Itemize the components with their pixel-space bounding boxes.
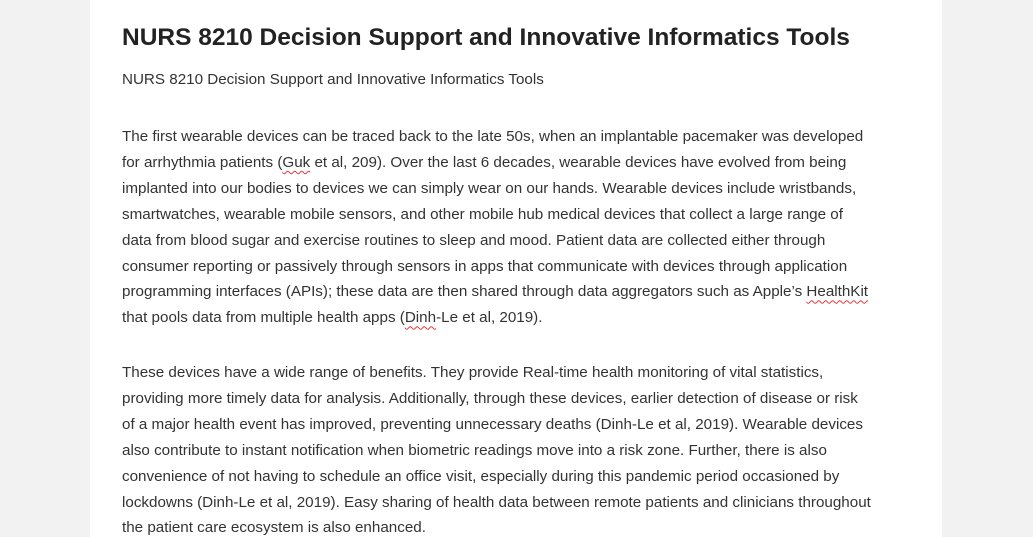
article-card (90, 0, 942, 537)
text-segment: -Le et al, 2019). (436, 309, 543, 327)
spellcheck-word[interactable]: Dinh (404, 309, 437, 327)
paragraph-line: convenience of not having to schedule an office visit, especially during this pandemic period occasioned by (122, 467, 840, 485)
spellcheck-word[interactable]: HealthKit (806, 283, 869, 301)
paragraph-line: The first wearable devices can be traced back to the late 50s, when an implantable pacemaker was developed (122, 128, 864, 145)
paragraph-line (122, 150, 917, 176)
spellcheck-word[interactable]: Guk (282, 153, 311, 171)
paragraph-line (122, 305, 917, 331)
page-title: NURS 8210 Decision Support and Innovative Informatics Tools (122, 24, 850, 51)
paragraph-1 (122, 124, 917, 331)
paragraph-2 (122, 360, 917, 537)
paragraph-line: consumer reporting or passively through sensors in apps that communicate with devices through application (122, 257, 848, 275)
text-segment: that pools data from multiple health apps ( (122, 309, 405, 327)
article-subtitle: NURS 8210 Decision Support and Innovative Informatics Tools (122, 71, 544, 88)
paragraph-line: implanted into our bodies to devices we can simply wear on our hands. Wearable devices include wristbands, (122, 179, 857, 197)
paragraph-line: the patient care ecosystem is also enhanced. (122, 519, 426, 537)
paragraph-line: These devices have a wide range of benefits. They provide Real-time health monitoring of vital statistics, (122, 364, 824, 381)
paragraph-line: lockdowns (Dinh-Le et al, 2019). Easy sharing of health data between remote patients and clinicians throughout (122, 493, 871, 511)
text-segment: for arrhythmia patients ( (122, 153, 283, 171)
paragraph-line: also contribute to instant notification when biometric readings move into a risk zone. Further, there is also (122, 441, 827, 459)
paragraph-line: of a major health event has improved, preventing unnecessary deaths (Dinh-Le et al, 2019). Wearable devices (122, 415, 863, 433)
paragraph-line: data from blood sugar and exercise routines to sleep and mood. Patient data are collected either through (122, 231, 826, 249)
text-segment: et al, 209). Over the last 6 decades, wearable devices have evolved from being (310, 153, 847, 171)
paragraph-line (122, 279, 917, 305)
paragraph-line: providing more timely data for analysis. Additionally, through these devices, earlier detection of disease or risk (122, 389, 858, 407)
text-segment: programming interfaces (APIs); these data are then shared through data aggregators such as Apple’s (122, 283, 807, 301)
paragraph-line: smartwatches, wearable mobile sensors, and other mobile hub medical devices that collect a large range of (122, 205, 843, 223)
